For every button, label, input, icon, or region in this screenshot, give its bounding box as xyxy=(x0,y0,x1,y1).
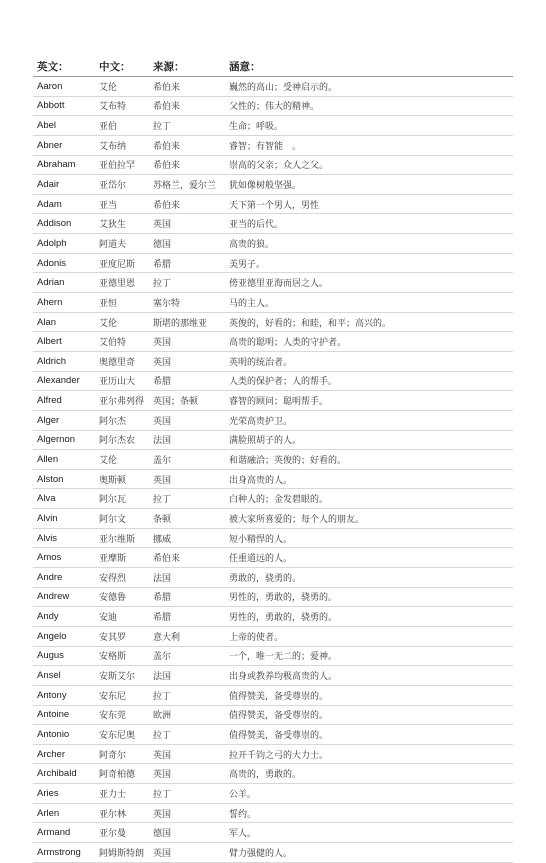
cell-meaning: 值得赞美，备受尊崇的。 xyxy=(225,725,513,745)
cell-chinese: 亚德里恩 xyxy=(95,273,149,293)
cell-origin: 希伯来 xyxy=(149,135,225,155)
cell-origin: 拉丁 xyxy=(149,685,225,705)
cell-chinese: 亚当 xyxy=(95,194,149,214)
cell-origin: 意大利 xyxy=(149,626,225,646)
cell-origin: 英国 xyxy=(149,332,225,352)
cell-origin: 英国 xyxy=(149,214,225,234)
cell-chinese: 阿道夫 xyxy=(95,234,149,254)
cell-chinese: 艾伦 xyxy=(95,312,149,332)
header-english: 英文： xyxy=(33,56,95,77)
cell-english: Alexander xyxy=(33,371,95,391)
table-row xyxy=(33,607,513,627)
cell-chinese: 亚尔曼 xyxy=(95,823,149,843)
table-row xyxy=(33,312,513,332)
cell-meaning: 军人。 xyxy=(225,823,513,843)
cell-chinese: 安东尼 xyxy=(95,685,149,705)
cell-chinese: 阿奇柏德 xyxy=(95,764,149,784)
cell-english: Armand xyxy=(33,823,95,843)
cell-english: Angelo xyxy=(33,626,95,646)
cell-english: Adair xyxy=(33,175,95,195)
cell-origin: 条顿 xyxy=(149,509,225,529)
cell-english: Armstrong xyxy=(33,842,95,862)
cell-meaning: 马的主人。 xyxy=(225,293,513,313)
cell-meaning: 天下第一个男人，男性 xyxy=(225,194,513,214)
cell-origin: 英国 xyxy=(149,410,225,430)
cell-chinese: 亚尔维斯 xyxy=(95,528,149,548)
table-row xyxy=(33,646,513,666)
cell-english: Abbott xyxy=(33,96,95,116)
cell-origin: 挪威 xyxy=(149,528,225,548)
cell-english: Andre xyxy=(33,568,95,588)
header-origin: 来源： xyxy=(149,56,225,77)
table-row xyxy=(33,803,513,823)
cell-origin: 斯堪的那维亚 xyxy=(149,312,225,332)
cell-chinese: 安迪 xyxy=(95,607,149,627)
cell-english: Abraham xyxy=(33,155,95,175)
cell-origin: 希腊 xyxy=(149,371,225,391)
table-row xyxy=(33,626,513,646)
cell-chinese: 艾伦 xyxy=(95,450,149,470)
cell-origin: 盖尔 xyxy=(149,450,225,470)
cell-origin: 德国 xyxy=(149,823,225,843)
cell-origin: 希伯来 xyxy=(149,77,225,97)
cell-english: Alston xyxy=(33,469,95,489)
cell-meaning: 勇敢的，骁勇的。 xyxy=(225,568,513,588)
table-row xyxy=(33,528,513,548)
cell-origin: 拉丁 xyxy=(149,725,225,745)
cell-chinese: 亚尔弗列得 xyxy=(95,391,149,411)
cell-meaning: 公羊。 xyxy=(225,784,513,804)
cell-english: Adam xyxy=(33,194,95,214)
cell-english: Aldrich xyxy=(33,351,95,371)
cell-meaning: 高贵的聪明；人类的守护者。 xyxy=(225,332,513,352)
cell-meaning: 生命；呼吸。 xyxy=(225,116,513,136)
cell-meaning: 睿智的顾问；聪明帮手。 xyxy=(225,391,513,411)
cell-origin: 希伯来 xyxy=(149,155,225,175)
cell-english: Aries xyxy=(33,784,95,804)
cell-chinese: 亚恒 xyxy=(95,293,149,313)
cell-english: Archer xyxy=(33,744,95,764)
cell-chinese: 安东尼奥 xyxy=(95,725,149,745)
header-chinese: 中文： xyxy=(95,56,149,77)
table-row xyxy=(33,234,513,254)
cell-english: Abner xyxy=(33,135,95,155)
cell-english: Alger xyxy=(33,410,95,430)
cell-origin: 盖尔 xyxy=(149,646,225,666)
table-row xyxy=(33,842,513,862)
cell-chinese: 艾布特 xyxy=(95,96,149,116)
cell-meaning: 值得赞美，备受尊崇的。 xyxy=(225,685,513,705)
cell-origin: 欧洲 xyxy=(149,705,225,725)
table-row xyxy=(33,155,513,175)
cell-english: Albert xyxy=(33,332,95,352)
cell-chinese: 艾伦 xyxy=(95,77,149,97)
cell-origin: 苏格兰，爱尔兰 xyxy=(149,175,225,195)
table-row xyxy=(33,410,513,430)
cell-meaning: 满脸照胡子的人。 xyxy=(225,430,513,450)
cell-english: Andrew xyxy=(33,587,95,607)
cell-origin: 拉丁 xyxy=(149,273,225,293)
cell-origin: 希伯来 xyxy=(149,96,225,116)
cell-chinese: 安得烈 xyxy=(95,568,149,588)
table-row xyxy=(33,587,513,607)
cell-english: Antonio xyxy=(33,725,95,745)
cell-chinese: 艾狄生 xyxy=(95,214,149,234)
table-row xyxy=(33,725,513,745)
table-row xyxy=(33,450,513,470)
cell-english: Andy xyxy=(33,607,95,627)
cell-origin: 拉丁 xyxy=(149,784,225,804)
cell-meaning: 犹如像树般坚强。 xyxy=(225,175,513,195)
cell-chinese: 安德鲁 xyxy=(95,587,149,607)
table-row xyxy=(33,823,513,843)
cell-meaning: 崇高的父亲；众人之父。 xyxy=(225,155,513,175)
cell-english: Ahern xyxy=(33,293,95,313)
cell-meaning: 一个，唯一无二的；爱神。 xyxy=(225,646,513,666)
table-row xyxy=(33,253,513,273)
cell-meaning: 誓约。 xyxy=(225,803,513,823)
cell-english: Arlen xyxy=(33,803,95,823)
cell-english: Alvin xyxy=(33,509,95,529)
cell-origin: 希腊 xyxy=(149,587,225,607)
cell-meaning: 父性的；伟大的精神。 xyxy=(225,96,513,116)
cell-meaning: 男性的，勇敢的，骁勇的。 xyxy=(225,587,513,607)
cell-origin: 法国 xyxy=(149,568,225,588)
cell-english: Archibald xyxy=(33,764,95,784)
cell-chinese: 艾布纳 xyxy=(95,135,149,155)
cell-chinese: 亚度尼斯 xyxy=(95,253,149,273)
cell-origin: 希腊 xyxy=(149,607,225,627)
cell-english: Antony xyxy=(33,685,95,705)
cell-meaning: 英俊的，好看的；和睦，和平；高兴的。 xyxy=(225,312,513,332)
cell-meaning: 巍然的高山；受神启示的。 xyxy=(225,77,513,97)
cell-chinese: 亚力士 xyxy=(95,784,149,804)
table-row xyxy=(33,116,513,136)
cell-english: Alvis xyxy=(33,528,95,548)
cell-origin: 法国 xyxy=(149,666,225,686)
table-row xyxy=(33,96,513,116)
cell-chinese: 安格斯 xyxy=(95,646,149,666)
name-meaning-document xyxy=(33,56,513,863)
cell-chinese: 奥德里奇 xyxy=(95,351,149,371)
cell-origin: 英国 xyxy=(149,469,225,489)
cell-meaning: 臂力强健的人。 xyxy=(225,842,513,862)
table-row xyxy=(33,175,513,195)
cell-english: Adolph xyxy=(33,234,95,254)
table-row xyxy=(33,194,513,214)
table-row xyxy=(33,351,513,371)
cell-english: Alan xyxy=(33,312,95,332)
cell-english: Alva xyxy=(33,489,95,509)
cell-meaning: 出身高贵的人。 xyxy=(225,469,513,489)
cell-english: Adrian xyxy=(33,273,95,293)
cell-english: Augus xyxy=(33,646,95,666)
cell-origin: 希伯来 xyxy=(149,194,225,214)
cell-chinese: 亚历山大 xyxy=(95,371,149,391)
table-row xyxy=(33,568,513,588)
cell-meaning: 英明的统治者。 xyxy=(225,351,513,371)
cell-meaning: 人类的保护者；人的帮手。 xyxy=(225,371,513,391)
table-row xyxy=(33,666,513,686)
cell-meaning: 被大家所喜爱的；每个人的朋友。 xyxy=(225,509,513,529)
cell-chinese: 奥斯顿 xyxy=(95,469,149,489)
table-row xyxy=(33,273,513,293)
cell-english: Adonis xyxy=(33,253,95,273)
cell-meaning: 短小精悍的人。 xyxy=(225,528,513,548)
cell-origin: 英国 xyxy=(149,351,225,371)
cell-chinese: 阿尔瓦 xyxy=(95,489,149,509)
cell-meaning: 出身或教养均极高贵的人。 xyxy=(225,666,513,686)
table-row xyxy=(33,135,513,155)
cell-chinese: 亚伯 xyxy=(95,116,149,136)
cell-meaning: 光荣高贵护卫。 xyxy=(225,410,513,430)
cell-origin: 法国 xyxy=(149,430,225,450)
table-row xyxy=(33,784,513,804)
table-row xyxy=(33,371,513,391)
cell-meaning: 美男子。 xyxy=(225,253,513,273)
cell-chinese: 安其罗 xyxy=(95,626,149,646)
cell-meaning: 睿智；有智能 。 xyxy=(225,135,513,155)
cell-english: Algernon xyxy=(33,430,95,450)
cell-meaning: 任重道远的人。 xyxy=(225,548,513,568)
cell-english: Antoine xyxy=(33,705,95,725)
cell-meaning: 拉开千钧之弓的大力士。 xyxy=(225,744,513,764)
table-body xyxy=(33,77,513,863)
table-row xyxy=(33,705,513,725)
cell-meaning: 上帝的使者。 xyxy=(225,626,513,646)
table-row xyxy=(33,744,513,764)
cell-english: Amos xyxy=(33,548,95,568)
cell-origin: 英国 xyxy=(149,803,225,823)
cell-chinese: 艾伯特 xyxy=(95,332,149,352)
cell-meaning: 白种人的；金发碧眼的。 xyxy=(225,489,513,509)
cell-english: Aaron xyxy=(33,77,95,97)
table-row xyxy=(33,293,513,313)
cell-chinese: 安东莞 xyxy=(95,705,149,725)
table-row xyxy=(33,77,513,97)
cell-chinese: 阿奇尔 xyxy=(95,744,149,764)
table-row xyxy=(33,509,513,529)
cell-meaning: 亚当的后代。 xyxy=(225,214,513,234)
table-row xyxy=(33,214,513,234)
cell-meaning: 值得赞美，备受尊崇的。 xyxy=(225,705,513,725)
names-table xyxy=(33,56,513,863)
cell-chinese: 安斯艾尔 xyxy=(95,666,149,686)
cell-meaning: 高贵的，勇敢的。 xyxy=(225,764,513,784)
cell-origin: 希伯来 xyxy=(149,548,225,568)
cell-chinese: 亚尔林 xyxy=(95,803,149,823)
cell-chinese: 阿尔杰 xyxy=(95,410,149,430)
cell-english: Addison xyxy=(33,214,95,234)
cell-origin: 希腊 xyxy=(149,253,225,273)
cell-chinese: 亚摩斯 xyxy=(95,548,149,568)
cell-english: Allen xyxy=(33,450,95,470)
cell-origin: 英国；条顿 xyxy=(149,391,225,411)
cell-origin: 英国 xyxy=(149,764,225,784)
table-row xyxy=(33,685,513,705)
cell-origin: 塞尔特 xyxy=(149,293,225,313)
cell-chinese: 阿尔杰农 xyxy=(95,430,149,450)
cell-meaning: 高贵的狼。 xyxy=(225,234,513,254)
cell-chinese: 阿尔文 xyxy=(95,509,149,529)
cell-chinese: 阿姆斯特朗 xyxy=(95,842,149,862)
table-row xyxy=(33,391,513,411)
cell-chinese: 亚岱尔 xyxy=(95,175,149,195)
table-row xyxy=(33,469,513,489)
cell-origin: 英国 xyxy=(149,744,225,764)
header-row xyxy=(33,56,513,77)
cell-meaning: 男性的，勇敢的，骁勇的。 xyxy=(225,607,513,627)
cell-chinese: 亚伯拉罕 xyxy=(95,155,149,175)
table-row xyxy=(33,764,513,784)
cell-origin: 拉丁 xyxy=(149,489,225,509)
cell-english: Ansel xyxy=(33,666,95,686)
cell-english: Abel xyxy=(33,116,95,136)
table-row xyxy=(33,548,513,568)
table-row xyxy=(33,332,513,352)
cell-origin: 德国 xyxy=(149,234,225,254)
header-meaning: 涵意： xyxy=(225,56,513,77)
table-row xyxy=(33,489,513,509)
cell-origin: 英国 xyxy=(149,842,225,862)
cell-meaning: 和谐融洽；英俊的；好看的。 xyxy=(225,450,513,470)
cell-meaning: 傍亚德里亚海而居之人。 xyxy=(225,273,513,293)
table-row xyxy=(33,430,513,450)
cell-english: Alfred xyxy=(33,391,95,411)
cell-origin: 拉丁 xyxy=(149,116,225,136)
